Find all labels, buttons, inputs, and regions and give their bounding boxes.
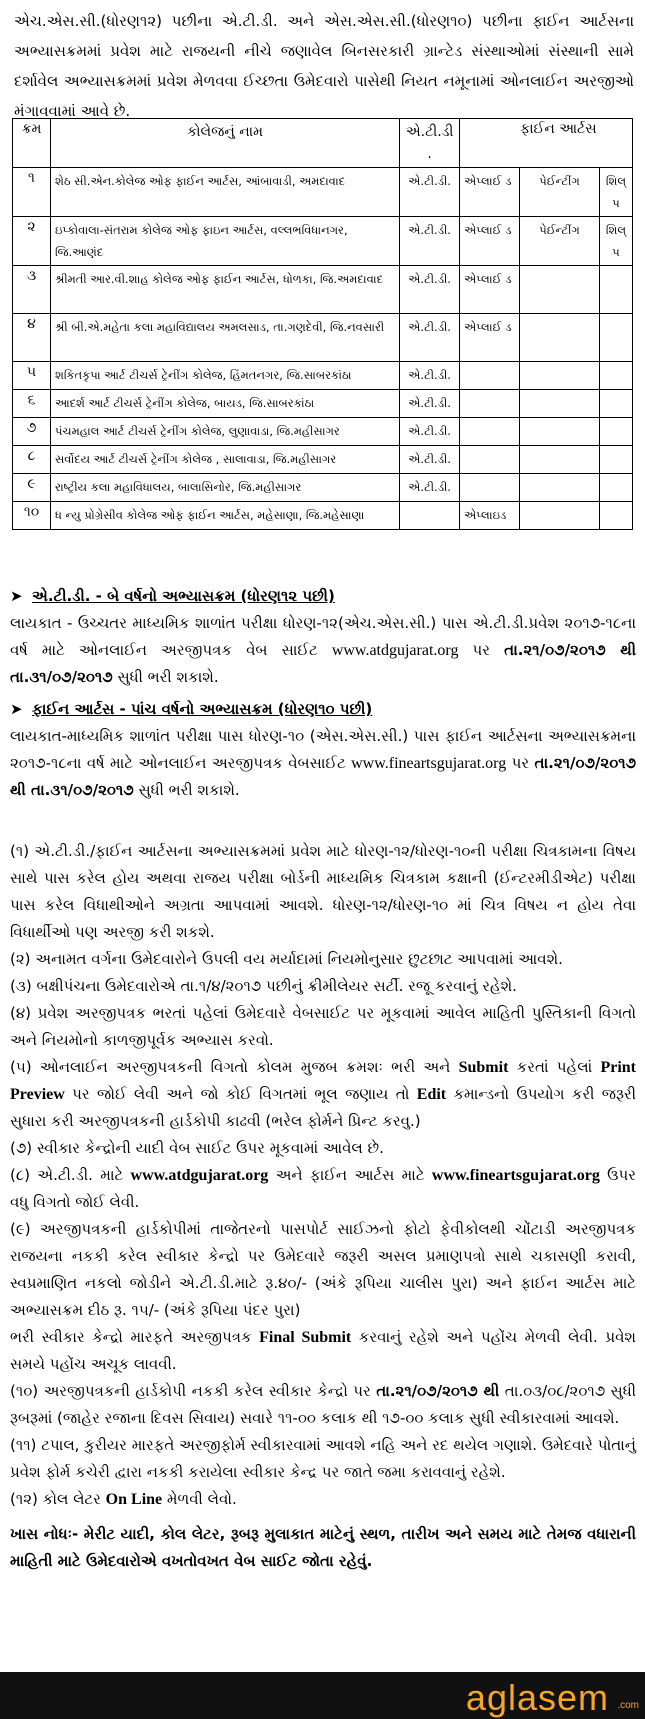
table-row <box>13 390 633 418</box>
row-college-name: શ્રી બી.એ.મહેતા કલા મહાવિદ્યાલય અમલસાડ, તા.ગણદેવી, જિ.નવસારી <box>50 314 399 362</box>
finearts-text-c: સુધી ભરી શકાશે. <box>133 781 240 799</box>
note-5 <box>10 1054 636 1135</box>
special-note <box>10 1521 636 1575</box>
header-serial: ક્રમ <box>13 119 51 168</box>
row-applied: એપ્લાઈ ડ <box>460 314 520 362</box>
table-header-row <box>13 119 633 168</box>
row-college-name: સર્વોદય આર્ટ ટીચર્સ ટ્રેનીંગ કોલેજ , સાલાવાડા, જિ.મહીસાગર <box>50 446 399 474</box>
atd-section <box>10 583 636 691</box>
row-college-name: રાષ્ટ્રીય કલા મહાવિધાલય, બાલાસિનોર, જિ.મહીસાગર <box>50 474 399 502</box>
note-4: (૪) પ્રવેશ અરજીપત્રક ભરતાં પહેલાં ઉમેદવારે વેબસાઈટ પર મૂકવામાં આવેલ માહિતી પુસ્તિકાની વિગતો અને નિયમોનો કાળજીપૂર્વક અભ્યાસ કરવો. <box>10 1004 636 1049</box>
row-painting: પેઈન્ટીંગ <box>520 168 600 217</box>
row-atd: એ.ટી.ડી. <box>400 362 460 390</box>
row-atd: એ.ટી.ડી. <box>400 390 460 418</box>
row-sculpture <box>599 390 632 418</box>
row-painting <box>520 314 600 362</box>
note-5-print-preview: Print Preview <box>10 1059 636 1103</box>
finearts-eligibility <box>10 723 636 804</box>
table-row <box>13 502 633 530</box>
row-sculpture <box>599 418 632 446</box>
row-painting <box>520 446 600 474</box>
row-atd: એ.ટી.ડી. <box>400 168 460 217</box>
notes-section <box>10 838 636 1575</box>
note-10-text-a: (૧૦) અરજીપત્રકની હાર્ડકોપી નકકી કરેલ સ્વીકાર કેન્દ્રો પર <box>10 1382 377 1400</box>
finearts-section <box>10 696 636 804</box>
row-sculpture <box>599 446 632 474</box>
header-college-name: કોલેજનું નામ <box>50 119 399 168</box>
finearts-text-a: લાયકાત-માધ્યમિક શાળાંત પરીક્ષા પાસ ધોરણ-૧૦ (એસ.એસ.સી.) પાસ ફાઈન આર્ટસના અભ્યાસક્રમના ૨૦૧૭-૧૮ના વર્ષ માટે ઓનલાઈન અરજીપત્રક વેબસાઈટ <box>10 727 636 772</box>
note-5-text-b: કરતાં પહેલાં <box>508 1058 601 1076</box>
row-sculpture: શિલ્ પ <box>599 217 632 266</box>
finearts-website-link[interactable]: www.fineartsgujarat.org <box>351 755 507 772</box>
note-11: (૧૧) ટપાલ, કુરીયર મારફતે અરજીફોર્મ સ્વીકારવામાં આવશે નહિ અને રદ થયેલ ગણાશે. ઉમેદવારે પોતાનું પ્રવેશ ફોર્મ કચેરી દ્વારા નકકી કરાયેલા સ્વીકાર કેન્દ્ર પર જાતે જમા કરાવવાનું રહેશે. <box>10 1436 636 1481</box>
note-9-text-c: કરવાનું રહેશે અને પહોંચ મેળવી લેવી. પ્રવેશ સમયે પહોંચ અચૂક લાવવી. <box>10 1328 636 1373</box>
row-atd: એ.ટી.ડી. <box>400 266 460 314</box>
note-12 <box>10 1486 636 1513</box>
row-college-name: ઇપ્કોવાલા-સંતરામ કોલેજ ઓફ ફાઇન આર્ટસ, વલ્લભવિધાનગર, જિ.આણંદ <box>50 217 399 266</box>
note-12-online: On Line <box>105 1491 163 1508</box>
table-row <box>13 314 633 362</box>
row-painting <box>520 390 600 418</box>
atd-website-link[interactable]: www.atdgujarat.org <box>331 642 459 659</box>
atd-eligibility <box>10 610 636 691</box>
table-row <box>13 446 633 474</box>
row-applied: એપ્લાઈ ડ <box>460 266 520 314</box>
note-10 <box>10 1378 636 1432</box>
row-college-name: શ્રીમતી આર.વી.શાહ કોલેજ ઓફ ફાઈન આર્ટસ, ધોળકા, જિ.અમદાવાદ <box>50 266 399 314</box>
table-row <box>13 474 633 502</box>
row-applied <box>460 362 520 390</box>
row-serial: ૪ <box>13 314 51 362</box>
row-sculpture <box>599 502 632 530</box>
row-painting <box>520 362 600 390</box>
note-2: (૨) અનામત વર્ગના ઉમેદવારોને ઉપલી વય મર્યાદામાં નિયમોનુસાર છુટછાટ આપવામાં આવશે. <box>10 950 563 968</box>
row-serial: ૫ <box>13 362 51 390</box>
row-applied: એપ્લાઈ ડ <box>460 168 520 217</box>
note-10-dates: તા.૨૧/૦૭/૨૦૧૭ થી <box>376 1382 500 1400</box>
note-9-final-submit: Final Submit <box>259 1329 352 1346</box>
row-applied <box>460 390 520 418</box>
atd-heading-text: એ.ટી.ડી. - બે વર્ષનો અભ્યાસક્રમ (ધોરણ૧૨ પછી) <box>32 587 335 605</box>
row-college-name: પંચમહાલ આર્ટ ટીચર્સ ટ્રેનીંગ કોલેજ, લુણાવાડા, જિ.મહીસાગર <box>50 418 399 446</box>
row-serial: ૮ <box>13 446 51 474</box>
finearts-heading-text: ફાઈન આર્ટસ - પાંચ વર્ષનો અભ્યાસક્રમ (ધોરણ૧૦ પછી) <box>32 700 373 718</box>
note-1: (૧) એ.ટી.ડી./ફાઈન આર્ટસના અભ્યાસક્રમમાં પ્રવેશ માટે ધોરણ-૧૨/ધોરણ-૧૦ની પરીક્ષા ચિત્રકામના વિષય સાથે પાસ કરેલ હોય અથવા રાજય પરીક્ષા બોર્ડની માધ્યમિક ચિત્રકામ કક્ષાની (ઈન્ટરમીડીએટ) પરીક્ષા પાસ કરેલ વિધાથીઓને અગ્રતા આપવામાં આવશે. ધોરણ-૧૨/ધોરણ-૧૦ માં ચિત્ર વિષય ન હોય તેવા વિધાર્થીઓ પણ અરજી કરી શકશે. <box>10 842 636 941</box>
atd-text-a: લાયકાત - ઉચ્ચતર માધ્યમિક શાળાંત પરીક્ષા ધોરણ-૧૨(એચ.એસ.સી.) પાસ એ.ટી.ડી.પ્રવેશ ૨૦૧૭-૧૮ના વર્ષ માટે ઓનલાઈન અરજીપત્રક વેબ સાઈટ <box>10 614 636 659</box>
note-7: (૭) સ્વીકાર કેન્દ્રોની યાદી વેબ સાઈટ ઉપર મૂકવામાં આવેલ છે. <box>10 1139 384 1157</box>
finearts-dates: તા.૨૧/૦૭/૨૦૧૭ થી તા.૩૧/૦૭/૨૦૧૭ <box>10 754 636 799</box>
atd-dates: તા.૨૧/૦૭/૨૦૧૭ થી તા.૩૧/૦૭/૨૦૧૭ <box>10 641 637 686</box>
row-painting <box>520 502 600 530</box>
table-row <box>13 168 633 217</box>
row-applied <box>460 474 520 502</box>
row-serial: ૧૦ <box>13 502 51 530</box>
table-row <box>13 217 633 266</box>
row-sculpture <box>599 362 632 390</box>
note-12-text-b: મેળવી લેવો. <box>162 1490 237 1508</box>
row-sculpture <box>599 266 632 314</box>
note-8-atd-link[interactable]: www.atdgujarat.org <box>130 1167 269 1184</box>
note-5-text-a: (૫) ઓનલાઈન અરજીપત્રકની વિગતો કોલમ મુજબ ક્રમશઃ ભરી અને <box>10 1058 459 1076</box>
row-applied <box>460 446 520 474</box>
row-applied <box>460 418 520 446</box>
note-8-finearts-link[interactable]: www.fineartsgujarat.org <box>431 1167 600 1184</box>
aglasem-logo-suffix: .com <box>617 1700 639 1711</box>
note-9-continued <box>10 1324 636 1378</box>
note-8-text-c: ઉપર વધુ વિગતો જોઈ લેવી. <box>10 1166 636 1211</box>
row-atd: એ.ટી.ડી. <box>400 217 460 266</box>
row-atd <box>400 502 460 530</box>
row-college-name: ધ ન્યુ પ્રોગ્રેસીવ કોલેજ ઓફ ફાઈન આર્ટસ, મહેસાણા, જિ.મહેસાણા <box>50 502 399 530</box>
row-painting <box>520 266 600 314</box>
special-note-text: ખાસ નોધઃ- મેરીટ યાદી, કોલ લેટર, રૂબરૂ મુલાકાત માટેનું સ્થળ, તારીખ અને સમય માટે તેમજ વધારાની માહિતી માટે ઉમેદવારોએ વખતોવખત વેબ સાઈટ જોતા રહેવું. <box>10 1525 636 1570</box>
row-college-name: શેઠ સી.એન.કોલેજ ઓફ ફાઈન આર્ટસ, આંબાવાડી, અમદાવાદ <box>50 168 399 217</box>
table-row <box>13 266 633 314</box>
table-row <box>13 362 633 390</box>
note-5-text-d: કમાન્ડનો ઉપયોગ કરી જરૂરી સુધારા કરી અરજીપત્રકની હાર્ડકોપી કાઢવી (ભરેલ ફોર્મને પ્રિન્ટ કરવુ.) <box>10 1085 636 1130</box>
header-fine-arts: ફાઈન આર્ટસ <box>460 119 633 168</box>
row-serial: ૭ <box>13 418 51 446</box>
row-applied: એપ્લાઈ ડ <box>460 217 520 266</box>
note-12-text-a: (૧૨) કોલ લેટર <box>10 1490 106 1508</box>
note-10-text-b: તા.૦૩/૦૮/૨૦૧૭ સુધી રૂબરૂમાં (જાહેર રજાના દિવસ સિવાય) સવારે ૧૧-૦૦ કલાક થી ૧૭-૦૦ કલાક સુધી સ્વીકારવામાં આવશે. <box>10 1382 636 1427</box>
row-serial: ૨ <box>13 217 51 266</box>
note-8-text-b: અને ફાઈન આર્ટસ માટે <box>268 1166 432 1184</box>
finearts-text-b: પર <box>506 754 535 772</box>
note-9-text-b: ભરી સ્વીકાર કેન્દ્રો મારફતે અરજીપત્રક <box>10 1328 260 1346</box>
note-3: (૩) બક્ષીપંચના ઉમેદવારોએ તા.૧/૪/૨૦૧૭ પછીનું ક્રીમીલેયર સર્ટી. રજૂ કરવાનું રહેશે. <box>10 977 517 995</box>
row-atd: એ.ટી.ડી. <box>400 314 460 362</box>
row-sculpture: શિલ્ પ <box>599 168 632 217</box>
colleges-table <box>12 118 633 530</box>
finearts-heading <box>10 696 636 723</box>
note-9: (૯) અરજીપત્રકની હાર્ડકોપીમાં તાજેતરનો પાસપોર્ટ સાઈઝનો ફોટો ફેવીકોલથી ચોંટાડી અરજીપત્રક રાજયના નકકી કરેલ સ્વીકાર કેન્દ્રો પર ઉમેદવારે જરૂરી અસલ પ્રમાણપત્રો સાથે ચકાસણી કરાવી, સ્વપ્રમાણિત નકલો જોડીને એ.ટી.ડી.માટે રૂ.૪૦/- (અંકે રૂપિયા ચાલીસ પુરા) અને ફાઈન આર્ટસ માટે અભ્યાસક્રમ દીઠ રૂ. ૧૫/- (અંકે રૂપિયા પંદર પુરા) <box>10 1220 636 1319</box>
atd-text-c: સુધી ભરી શકાશે. <box>112 668 219 686</box>
row-atd: એ.ટી.ડી. <box>400 418 460 446</box>
row-applied: એપ્લાઇડ <box>460 502 520 530</box>
table-row <box>13 418 633 446</box>
row-painting: પેઈન્ટીંગ <box>520 217 600 266</box>
row-serial: ૯ <box>13 474 51 502</box>
row-serial: ૩ <box>13 266 51 314</box>
row-serial: ૬ <box>13 390 51 418</box>
row-atd: એ.ટી.ડી. <box>400 474 460 502</box>
note-8 <box>10 1162 636 1216</box>
arrow-bullet-icon: ➤ <box>10 587 23 605</box>
arrow-bullet-icon: ➤ <box>10 700 23 718</box>
row-sculpture <box>599 314 632 362</box>
note-8-text-a: (૮) એ.ટી.ડી. માટે <box>10 1166 131 1184</box>
atd-text-b: પર <box>458 641 505 659</box>
row-sculpture <box>599 474 632 502</box>
row-painting <box>520 474 600 502</box>
atd-heading <box>10 583 636 610</box>
row-serial: ૧ <box>13 168 51 217</box>
note-5-edit: Edit <box>416 1086 447 1103</box>
row-painting <box>520 418 600 446</box>
intro-paragraph: એચ.એસ.સી.(ધોરણ૧૨) પછીના એ.ટી.ડી. અને એસ.એસ.સી.(ધોરણ૧૦) પછીના ફાઈન આર્ટસના અભ્યાસક્રમમાં પ્રવેશ માટે રાજયની નીચે જણાવેલ બિનસરકારી ગ્રાન્ટેડ સંસ્થાઓમાં સંસ્થાની સામે દર્શાવેલ અભ્યાસક્રમમાં પ્રવેશ મેળવવા ઈચ્છતા ઉમેદવારો પાસેથી નિયત નમૂનામાં ઓનલાઈન અરજીઓ મંગાવવામાં આવે છે. <box>14 12 634 120</box>
row-college-name: શકિતકૃપા આર્ટ ટીચર્સ ટ્રેનીંગ કોલેજ, હિંમતનગર, જિ.સાબરકાંઠા <box>50 362 399 390</box>
aglasem-logo: aglasem <box>465 1677 609 1718</box>
row-college-name: આદર્શ આર્ટ ટીચર્સ ટ્રેનીંગ કોલેજ, બાયડ, જિ.સાબરકાંઠા <box>50 390 399 418</box>
note-5-text-c: પર જોઈ લેવી અને જો કોઈ વિગતમાં ભૂલ જણાય તો <box>64 1085 417 1103</box>
header-atd: એ.ટી.ડી . <box>400 119 460 168</box>
note-5-submit: Submit <box>458 1059 509 1076</box>
row-atd: એ.ટી.ડી. <box>400 446 460 474</box>
